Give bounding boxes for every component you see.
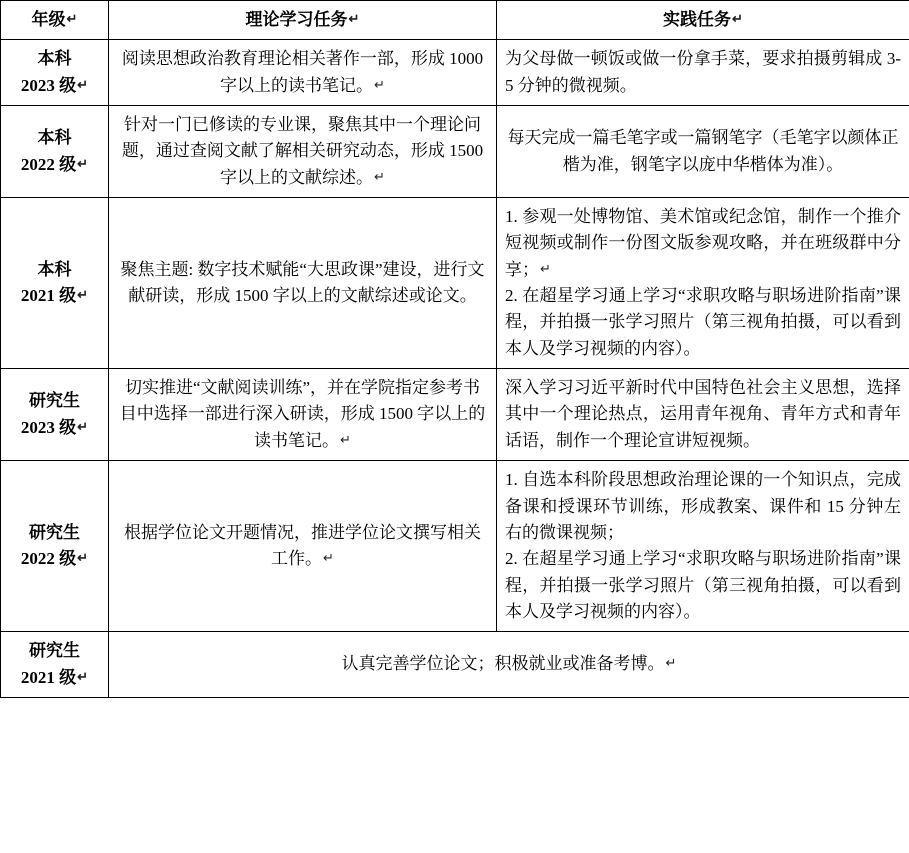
theory-cell — [109, 198, 497, 369]
grade-line-2: 2021 级↵ — [20, 667, 89, 687]
paragraph-mark: ↵ — [77, 76, 89, 92]
merged-task-text: 认真完善学位论文；积极就业或准备考博。 — [341, 654, 665, 674]
grade-cell — [1, 106, 109, 198]
table-row — [1, 369, 909, 461]
table-row — [1, 198, 909, 369]
practice-cell — [497, 106, 909, 198]
column-header-grade-label: 年级 — [31, 10, 66, 29]
grade-cell — [1, 40, 109, 106]
theory-cell — [109, 461, 497, 632]
theory-text: 聚焦主题: 数字技术赋能“大思政课”建设，进行文献研读，形成 1500 字以上的文献综述或论文。 — [120, 259, 485, 306]
paragraph-mark: ↵ — [732, 11, 743, 26]
merged-task-cell — [109, 632, 909, 698]
column-header-practice — [497, 1, 909, 40]
grade-line-2: 2022 级↵ — [20, 154, 89, 174]
column-header-practice-label: 实践任务 — [663, 10, 732, 29]
grade-cell — [1, 369, 109, 461]
paragraph-mark: ↵ — [374, 76, 385, 92]
theory-text: 针对一门已修读的专业课，聚焦其中一个理论问题，通过查阅文献了解相关研究动态，形成 1500 字以上的文献综述。 — [121, 115, 484, 187]
table-row — [1, 461, 909, 632]
table-row — [1, 106, 909, 198]
practice-text: 深入学习习近平新时代中国特色社会主义思想，选择其中一个理论热点，运用青年视角、青年方式和青年话语，制作一个理论宣讲短视频。 — [505, 378, 901, 450]
paragraph-mark: ↵ — [77, 668, 89, 684]
column-header-grade — [1, 1, 109, 40]
grade-cell — [1, 632, 109, 698]
table-body — [1, 40, 909, 698]
theory-text: 根据学位论文开题情况，推进学位论文撰写相关工作。 — [124, 522, 481, 569]
practice-cell — [497, 40, 909, 106]
practice-cell — [497, 198, 909, 369]
theory-cell — [109, 40, 497, 106]
paragraph-mark: ↵ — [348, 11, 360, 26]
paragraph-mark: ↵ — [540, 260, 551, 276]
practice-text-item-1: 1. 自选本科阶段思想政治理论课的一个知识点，完成备课和授课环节训练，形成教案、课件和 15 分钟左右的微课视频； — [505, 470, 901, 542]
grade-line-1: 研究生 — [29, 641, 80, 661]
grade-line-2: 2022 级↵ — [20, 549, 89, 569]
theory-cell — [109, 106, 497, 198]
grade-line-1: 本科 — [37, 259, 72, 279]
grade-line-2: 2023 级↵ — [20, 417, 89, 437]
grade-line-1: 本科 — [37, 49, 72, 69]
practice-text: 为父母做一顿饭或做一份拿手菜，要求拍摄剪辑成 3-5 分钟的微视频。 — [505, 49, 901, 95]
paragraph-mark: ↵ — [665, 655, 677, 671]
grade-line-1: 研究生 — [29, 522, 80, 542]
paragraph-mark: ↵ — [77, 155, 89, 171]
paragraph-mark: ↵ — [77, 550, 89, 566]
paragraph-mark: ↵ — [66, 11, 78, 26]
paragraph-mark: ↵ — [340, 431, 351, 447]
table-header-row — [1, 1, 909, 40]
practice-text-item-2: 2. 在超星学习通上学习“求职攻略与职场进阶指南”课程，并拍摄一张学习照片（第三视角拍摄，可以看到本人及学习视频的内容）。 — [505, 549, 901, 621]
grade-line-1: 本科 — [37, 128, 72, 148]
table-row — [1, 632, 909, 698]
column-header-theory-label: 理论学习任务 — [245, 10, 348, 29]
paragraph-mark: ↵ — [323, 550, 334, 566]
paragraph-mark: ↵ — [77, 418, 89, 434]
grade-cell — [1, 461, 109, 632]
theory-text: 阅读思想政治教育理论相关著作一部，形成 1000 字以上的读书笔记。 — [121, 49, 484, 95]
grade-line-1: 研究生 — [29, 391, 80, 411]
practice-text-item-1: 1. 参观一处博物馆、美术馆或纪念馆，制作一个推介短视频或制作一份图文版参观攻略，并在班级群中分享；↵ — [505, 207, 901, 279]
table-head — [1, 1, 909, 40]
practice-cell — [497, 461, 909, 632]
grade-line-2: 2023 级↵ — [20, 75, 89, 95]
practice-text-item-2: 2. 在超星学习通上学习“求职攻略与职场进阶指南”课程，并拍摄一张学习照片（第三视角拍摄，可以看到本人及学习视频的内容）。 — [505, 286, 901, 358]
grade-cell — [1, 198, 109, 369]
theory-cell — [109, 369, 497, 461]
practice-text: 每天完成一篇毛笔字或一篇钢笔字（毛笔字以颜体正楷为准，钢笔字以庞中华楷体为准）。 — [507, 128, 899, 174]
table-row — [1, 40, 909, 106]
paragraph-mark: ↵ — [374, 168, 385, 184]
column-header-theory — [109, 1, 497, 40]
practice-cell — [497, 369, 909, 461]
theory-text: 切实推进“文献阅读训练”，并在学院指定参考书目中选择一部进行深入研读，形成 1500 字以上的读书笔记。 — [119, 378, 486, 450]
grade-line-2: 2021 级↵ — [20, 286, 89, 306]
paragraph-mark: ↵ — [77, 287, 89, 303]
